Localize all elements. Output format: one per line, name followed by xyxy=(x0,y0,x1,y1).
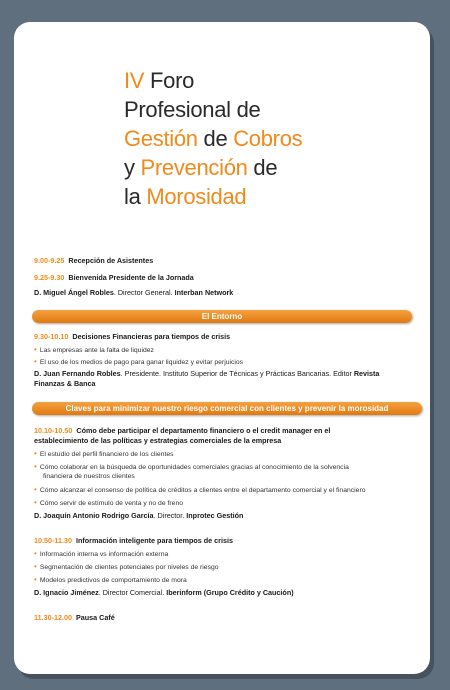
schedule-item-departamento xyxy=(34,426,330,436)
time-label: 10.50-11.30 xyxy=(34,536,72,545)
title-morosidad: Morosidad xyxy=(146,184,247,209)
bullet-item: • Las empresas ante la falta de liquidez xyxy=(34,345,154,356)
title-profesional: Profesional de xyxy=(124,97,261,122)
session-title-cont: establecimiento de las políticas y estrategias comerciales de la empresa xyxy=(34,436,282,445)
forum-title xyxy=(124,66,424,211)
time-label: 11.30-12.00 xyxy=(34,613,72,622)
speaker-org: Iberinform (Grupo Crédito y Caución) xyxy=(166,588,294,597)
speaker-org: Revista xyxy=(353,369,380,378)
speaker-role: . Director General. xyxy=(113,288,175,297)
session-title: Pausa Café xyxy=(75,613,115,622)
schedule-item-welcome xyxy=(34,273,194,283)
title-de2: de xyxy=(247,155,278,180)
bullet-item-cont: financiera de nuestros clientes xyxy=(43,473,135,480)
bullet-item: • Información interna vs información externa xyxy=(34,549,168,560)
schedule-item-reception xyxy=(34,256,153,266)
title-de: de xyxy=(197,126,234,151)
bullet-item: • Modelos predictivos de comportamiento de mora xyxy=(34,575,187,586)
section-bar-claves: Claves para minimizar nuestro riesgo comercial con clientes y prevenir la morosidad xyxy=(32,402,422,415)
title-gestion: Gestión xyxy=(124,126,198,151)
speaker-org: Interban Network xyxy=(174,288,234,297)
time-label: 10.10-10.50 xyxy=(34,426,73,435)
title-y: y xyxy=(124,155,141,180)
speaker-name: D. Juan Fernando Robles xyxy=(34,369,121,378)
bullet-item: • Segmentación de clientes potenciales por niveles de riesgo xyxy=(34,562,219,573)
title-la: la xyxy=(124,184,147,209)
session-title: Bienvenida Presidente de la Jornada xyxy=(68,273,194,282)
speaker-line xyxy=(34,369,379,379)
schedule-item-break xyxy=(34,613,115,623)
title-iv: IV xyxy=(124,68,145,93)
session-title: Información inteligente para tiempos de crisis xyxy=(75,536,233,545)
bullet-item: • Cómo alcanzar el consenso de política de créditos a clientes entre el departamento comercial y el financiero xyxy=(34,485,365,496)
time-label: 9.00-9.25 xyxy=(34,256,65,265)
speaker-org: Inprotec Gestión xyxy=(186,511,244,520)
speaker-name: D. Miguel Ángel Robles xyxy=(34,288,114,297)
title-cobros: Cobros xyxy=(233,126,303,151)
bullet-item: • El estudio del perfil financiero de los clientes xyxy=(34,449,174,460)
section-bar-entorno: El Entorno xyxy=(32,310,412,323)
speaker-name: D. Ignacio Jiménez xyxy=(34,588,99,597)
speaker-org-cont: Finanzas & Banca xyxy=(34,379,96,388)
title-foro: Foro xyxy=(144,68,195,93)
time-label: 9.30-10.10 xyxy=(34,332,69,341)
speaker-name: D. Joaquín Antonio Rodrigo García xyxy=(34,511,154,520)
speaker-role: . Director Comercial. xyxy=(98,588,167,597)
speaker-line xyxy=(34,288,233,298)
session-title: Decisiones Financieras para tiempos de crisis xyxy=(72,332,231,341)
session-title: Recepción de Asistentes xyxy=(68,256,154,265)
speaker-line xyxy=(34,588,294,598)
time-label: 9.25-9.30 xyxy=(34,273,65,282)
bullet-item: • Cómo colaborar en la búsqueda de oportunidades comerciales gracias al conocimiento de la solvencia xyxy=(34,462,349,473)
speaker-role: . Presidente. Instituto Superior de Técnicas y Prácticas Bancarias. Editor xyxy=(120,369,354,378)
session-title: Cómo debe participar el departamento financiero o el credit manager en el xyxy=(76,426,331,435)
schedule-item-decisiones xyxy=(34,332,230,342)
bullet-item: • El uso de los medios de pago para ganar liquidez y evitar perjuicios xyxy=(34,357,243,368)
speaker-role: . Director. xyxy=(153,511,187,520)
speaker-line xyxy=(34,511,243,521)
bullet-item: • Cómo servir de estímulo de venta y no de freno xyxy=(34,498,183,509)
title-prevencion: Prevención xyxy=(140,155,248,180)
program-card xyxy=(14,22,430,674)
schedule-item-informacion xyxy=(34,536,233,546)
